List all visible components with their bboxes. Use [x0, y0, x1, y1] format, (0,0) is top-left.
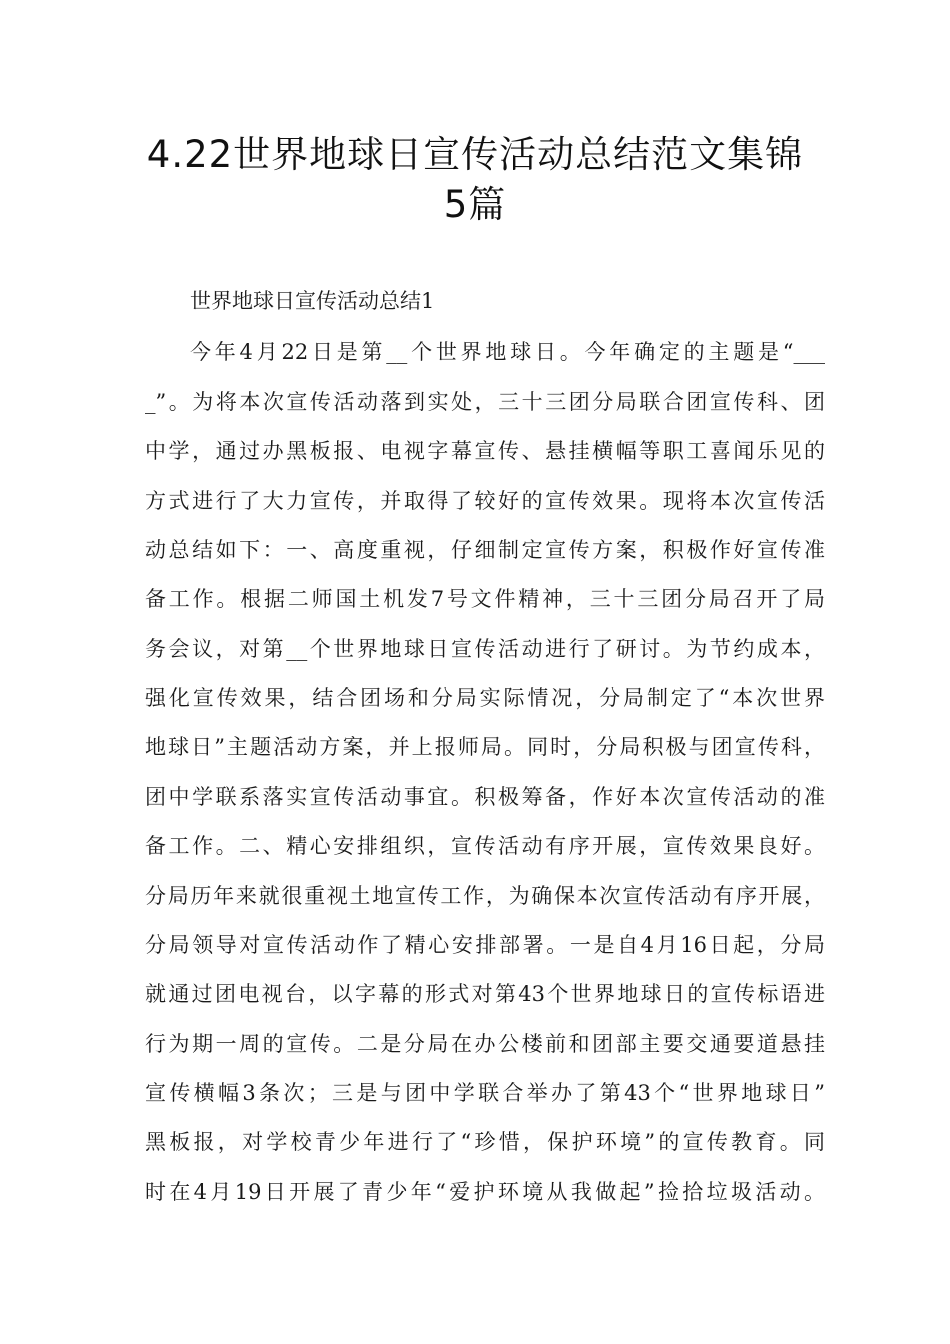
paragraph-line: 时在4月19日开展了青少年“爱护环境从我做起”捡拾垃圾活动。 — [145, 1180, 825, 1204]
paragraph-line: 方式进行了大力宣传，并取得了较好的宣传效果。现将本次宣传活 — [145, 489, 825, 513]
paragraph-line: 中学，通过办黑板报、电视字幕宣传、悬挂横幅等职工喜闻乐见的 — [145, 439, 825, 463]
paragraph-line: 分局历年来就很重视土地宣传工作，为确保本次宣传活动有序开展， — [145, 884, 825, 908]
paragraph-line: 黑板报，对学校青少年进行了“珍惜，保护环境”的宣传教育。同 — [145, 1130, 825, 1154]
paragraph-line: 分局领导对宣传活动作了精心安排部署。一是自4月16日起，分局 — [145, 933, 825, 957]
paragraph-line: 宣传横幅3条次；三是与团中学联合举办了第43个“世界地球日” — [145, 1081, 825, 1105]
paragraph-line: _”。为将本次宣传活动落到实处，三十三团分局联合团宣传科、团 — [145, 390, 825, 414]
paragraph-line: 备工作。二、精心安排组织，宣传活动有序开展，宣传效果良好。 — [145, 834, 825, 858]
paragraph-line: 务会议，对第__个世界地球日宣传活动进行了研讨。为节约成本， — [145, 637, 825, 661]
paragraph-line: 就通过团电视台，以字幕的形式对第43个世界地球日的宣传标语进 — [145, 982, 825, 1006]
paragraph-line: 地球日”主题活动方案，并上报师局。同时，分局积极与团宣传科， — [145, 735, 825, 759]
paragraph-line: 强化宣传效果，结合团场和分局实际情况，分局制定了“本次世界 — [145, 686, 825, 710]
paragraph-line: 今年4月22日是第__个世界地球日。今年确定的主题是“___ — [190, 340, 825, 364]
paragraph-line: 行为期一周的宣传。二是分局在办公楼前和团部主要交通要道悬挂 — [145, 1032, 825, 1056]
paragraph-line: 动总结如下：一、高度重视，仔细制定宣传方案，积极作好宣传准 — [145, 538, 825, 562]
section-heading: 世界地球日宣传活动总结1 — [190, 289, 435, 313]
document-title-line-1: 4.22世界地球日宣传活动总结范文集锦 — [146, 133, 804, 176]
paragraph-line: 团中学联系落实宣传活动事宜。积极筹备，作好本次宣传活动的准 — [145, 785, 825, 809]
document-title-line-2: 5篇 — [443, 183, 507, 226]
paragraph-line: 备工作。根据二师国土机发7号文件精神，三十三团分局召开了局 — [145, 587, 825, 611]
